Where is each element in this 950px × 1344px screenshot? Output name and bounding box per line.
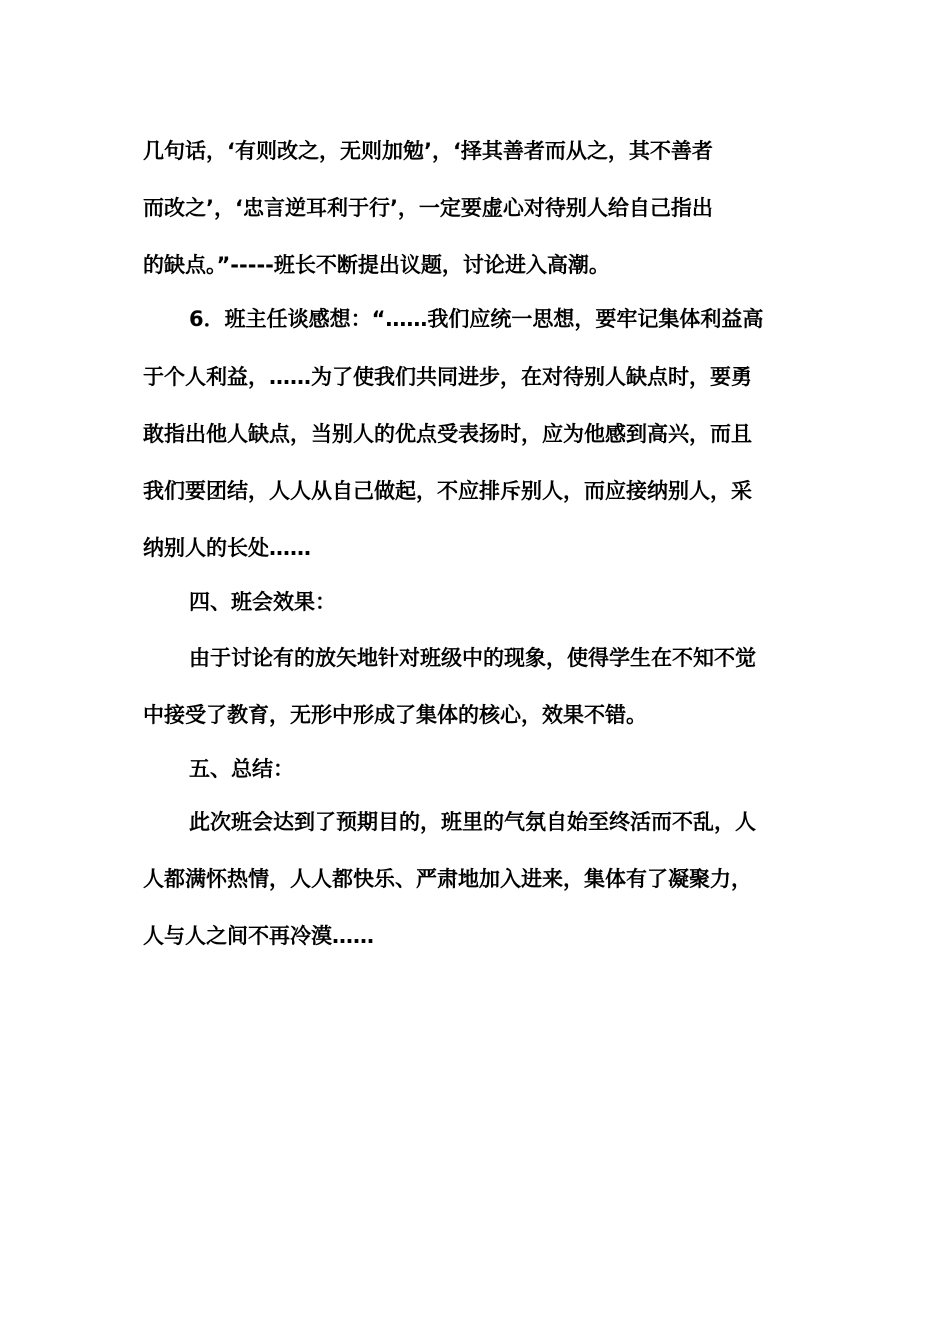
text-line: 纳别人的长处…… <box>143 536 311 560</box>
text-line: 于个人利益，……为了使我们共同进步，在对待别人缺点时，要勇 <box>143 365 752 389</box>
text-line: 几句话，‘有则改之，无则加勉’，‘择其善者而从之，其不善者 <box>143 139 713 163</box>
text-line: 的缺点。”-----班长不断提出议题，讨论进入高潮。 <box>143 253 610 277</box>
text-line: 由于讨论有的放矢地针对班级中的现象，使得学生在不知不觉 <box>189 646 756 670</box>
text-line: 人都满怀热情，人人都快乐、严肃地加入进来，集体有了凝聚力， <box>143 867 752 891</box>
text-line: 敢指出他人缺点，当别人的优点受表扬时，应为他感到高兴，而且 <box>143 422 752 446</box>
text-line: 而改之’，‘忠言逆耳利于行’，一定要虚心对待别人给自己指出 <box>143 196 713 220</box>
section-heading: 四、班会效果： <box>189 590 336 614</box>
text-line: 6．班主任谈感想：“……我们应统一思想，要牢记集体利益高 <box>189 307 764 331</box>
text-line: 中接受了教育，无形中形成了集体的核心，效果不错。 <box>143 703 647 727</box>
text-line: 人与人之间不再冷漠…… <box>143 924 374 948</box>
text-line: 我们要团结，人人从自己做起，不应排斥别人，而应接纳别人，采 <box>143 479 752 503</box>
section-heading: 五、总结： <box>189 757 294 781</box>
text-line: 此次班会达到了预期目的，班里的气氛自始至终活而不乱，人 <box>189 810 756 834</box>
